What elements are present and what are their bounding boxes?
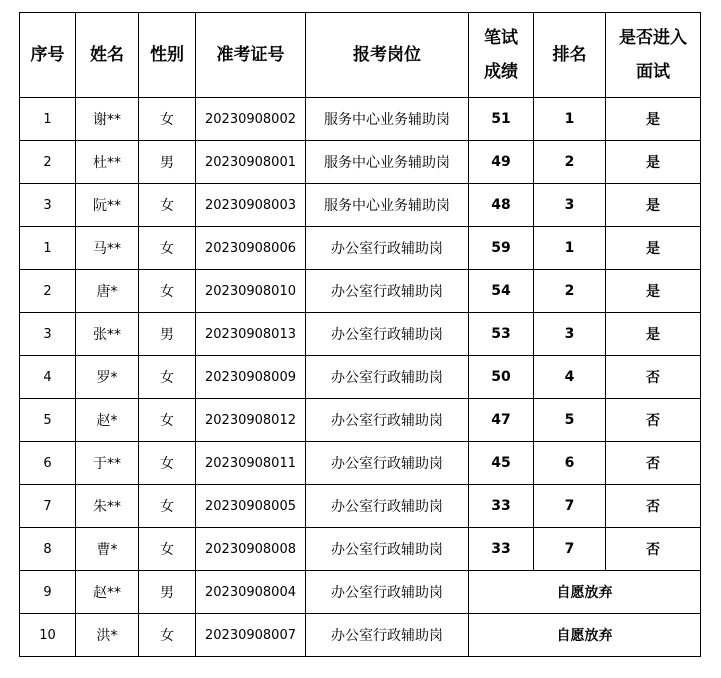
header-row (20, 13, 701, 98)
cell-rank: 5 (534, 399, 606, 442)
header-score-line2: 成绩 (484, 62, 518, 82)
cell-exam-id: 20230908005 (196, 485, 306, 528)
cell-rank: 1 (534, 227, 606, 270)
cell-rank: 7 (534, 485, 606, 528)
cell-interview: 是 (606, 270, 701, 313)
cell-index: 1 (20, 98, 76, 141)
cell-index: 1 (20, 227, 76, 270)
cell-index: 9 (20, 571, 76, 614)
cell-exam-id: 20230908013 (196, 313, 306, 356)
cell-position: 办公室行政辅助岗 (306, 528, 469, 571)
cell-index: 4 (20, 356, 76, 399)
table-row-waived (20, 614, 701, 657)
cell-score: 33 (469, 485, 534, 528)
cell-position: 办公室行政辅助岗 (306, 571, 469, 614)
header-position: 报考岗位 (306, 13, 469, 98)
cell-score: 59 (469, 227, 534, 270)
cell-exam-id: 20230908001 (196, 141, 306, 184)
cell-index: 6 (20, 442, 76, 485)
cell-name: 马** (76, 227, 139, 270)
cell-rank: 3 (534, 313, 606, 356)
cell-name: 赵* (76, 399, 139, 442)
cell-rank: 3 (534, 184, 606, 227)
header-gender: 性别 (139, 13, 196, 98)
cell-gender: 女 (139, 270, 196, 313)
cell-position: 办公室行政辅助岗 (306, 614, 469, 657)
cell-exam-id: 20230908004 (196, 571, 306, 614)
cell-index: 5 (20, 399, 76, 442)
cell-waived-status: 自愿放弃 (469, 571, 701, 614)
cell-exam-id: 20230908003 (196, 184, 306, 227)
cell-gender: 女 (139, 442, 196, 485)
cell-rank: 2 (534, 270, 606, 313)
cell-gender: 男 (139, 141, 196, 184)
cell-rank: 6 (534, 442, 606, 485)
cell-score: 47 (469, 399, 534, 442)
cell-score: 54 (469, 270, 534, 313)
cell-index: 2 (20, 270, 76, 313)
cell-name: 洪* (76, 614, 139, 657)
cell-interview: 是 (606, 227, 701, 270)
cell-score: 45 (469, 442, 534, 485)
cell-gender: 男 (139, 313, 196, 356)
cell-name: 曹* (76, 528, 139, 571)
header-name: 姓名 (76, 13, 139, 98)
header-rank: 排名 (534, 13, 606, 98)
cell-interview: 否 (606, 485, 701, 528)
cell-name: 谢** (76, 98, 139, 141)
table-row (20, 227, 701, 270)
cell-gender: 男 (139, 571, 196, 614)
table-row (20, 270, 701, 313)
cell-index: 2 (20, 141, 76, 184)
cell-interview: 是 (606, 313, 701, 356)
table-row (20, 442, 701, 485)
cell-name: 阮** (76, 184, 139, 227)
results-table (19, 12, 701, 657)
cell-position: 服务中心业务辅助岗 (306, 141, 469, 184)
table-row (20, 356, 701, 399)
cell-rank: 4 (534, 356, 606, 399)
table-row (20, 528, 701, 571)
cell-exam-id: 20230908008 (196, 528, 306, 571)
cell-position: 办公室行政辅助岗 (306, 399, 469, 442)
cell-rank: 7 (534, 528, 606, 571)
header-score (469, 13, 534, 98)
cell-exam-id: 20230908009 (196, 356, 306, 399)
cell-index: 10 (20, 614, 76, 657)
cell-gender: 女 (139, 399, 196, 442)
table-row (20, 98, 701, 141)
cell-interview: 是 (606, 184, 701, 227)
cell-gender: 女 (139, 528, 196, 571)
cell-name: 朱** (76, 485, 139, 528)
cell-name: 唐* (76, 270, 139, 313)
cell-rank: 1 (534, 98, 606, 141)
cell-position: 服务中心业务辅助岗 (306, 184, 469, 227)
table-row (20, 313, 701, 356)
cell-position: 办公室行政辅助岗 (306, 270, 469, 313)
cell-gender: 女 (139, 227, 196, 270)
header-index: 序号 (20, 13, 76, 98)
cell-exam-id: 20230908002 (196, 98, 306, 141)
cell-exam-id: 20230908010 (196, 270, 306, 313)
table-row (20, 184, 701, 227)
cell-gender: 女 (139, 98, 196, 141)
cell-position: 办公室行政辅助岗 (306, 313, 469, 356)
cell-position: 办公室行政辅助岗 (306, 442, 469, 485)
table-row (20, 485, 701, 528)
header-interview (606, 13, 701, 98)
table-row (20, 399, 701, 442)
cell-score: 50 (469, 356, 534, 399)
cell-exam-id: 20230908011 (196, 442, 306, 485)
cell-score: 53 (469, 313, 534, 356)
cell-interview: 是 (606, 98, 701, 141)
cell-gender: 女 (139, 356, 196, 399)
cell-position: 办公室行政辅助岗 (306, 356, 469, 399)
cell-exam-id: 20230908012 (196, 399, 306, 442)
cell-name: 赵** (76, 571, 139, 614)
cell-index: 8 (20, 528, 76, 571)
header-score-line1: 笔试 (484, 28, 518, 48)
header-interview-line2: 面试 (636, 62, 670, 82)
cell-score: 51 (469, 98, 534, 141)
cell-name: 罗* (76, 356, 139, 399)
cell-score: 33 (469, 528, 534, 571)
cell-interview: 否 (606, 442, 701, 485)
cell-interview: 否 (606, 399, 701, 442)
cell-score: 49 (469, 141, 534, 184)
cell-interview: 否 (606, 356, 701, 399)
header-exam-id: 准考证号 (196, 13, 306, 98)
cell-exam-id: 20230908006 (196, 227, 306, 270)
cell-index: 3 (20, 313, 76, 356)
header-interview-line1: 是否进入 (619, 28, 687, 48)
cell-position: 服务中心业务辅助岗 (306, 98, 469, 141)
cell-exam-id: 20230908007 (196, 614, 306, 657)
cell-name: 于** (76, 442, 139, 485)
table-row-waived (20, 571, 701, 614)
cell-interview: 否 (606, 528, 701, 571)
cell-waived-status: 自愿放弃 (469, 614, 701, 657)
table-body (20, 98, 701, 657)
cell-name: 杜** (76, 141, 139, 184)
cell-index: 3 (20, 184, 76, 227)
cell-gender: 女 (139, 614, 196, 657)
cell-rank: 2 (534, 141, 606, 184)
cell-gender: 女 (139, 485, 196, 528)
cell-position: 办公室行政辅助岗 (306, 485, 469, 528)
cell-name: 张** (76, 313, 139, 356)
cell-position: 办公室行政辅助岗 (306, 227, 469, 270)
cell-index: 7 (20, 485, 76, 528)
cell-gender: 女 (139, 184, 196, 227)
cell-score: 48 (469, 184, 534, 227)
cell-interview: 是 (606, 141, 701, 184)
table-row (20, 141, 701, 184)
